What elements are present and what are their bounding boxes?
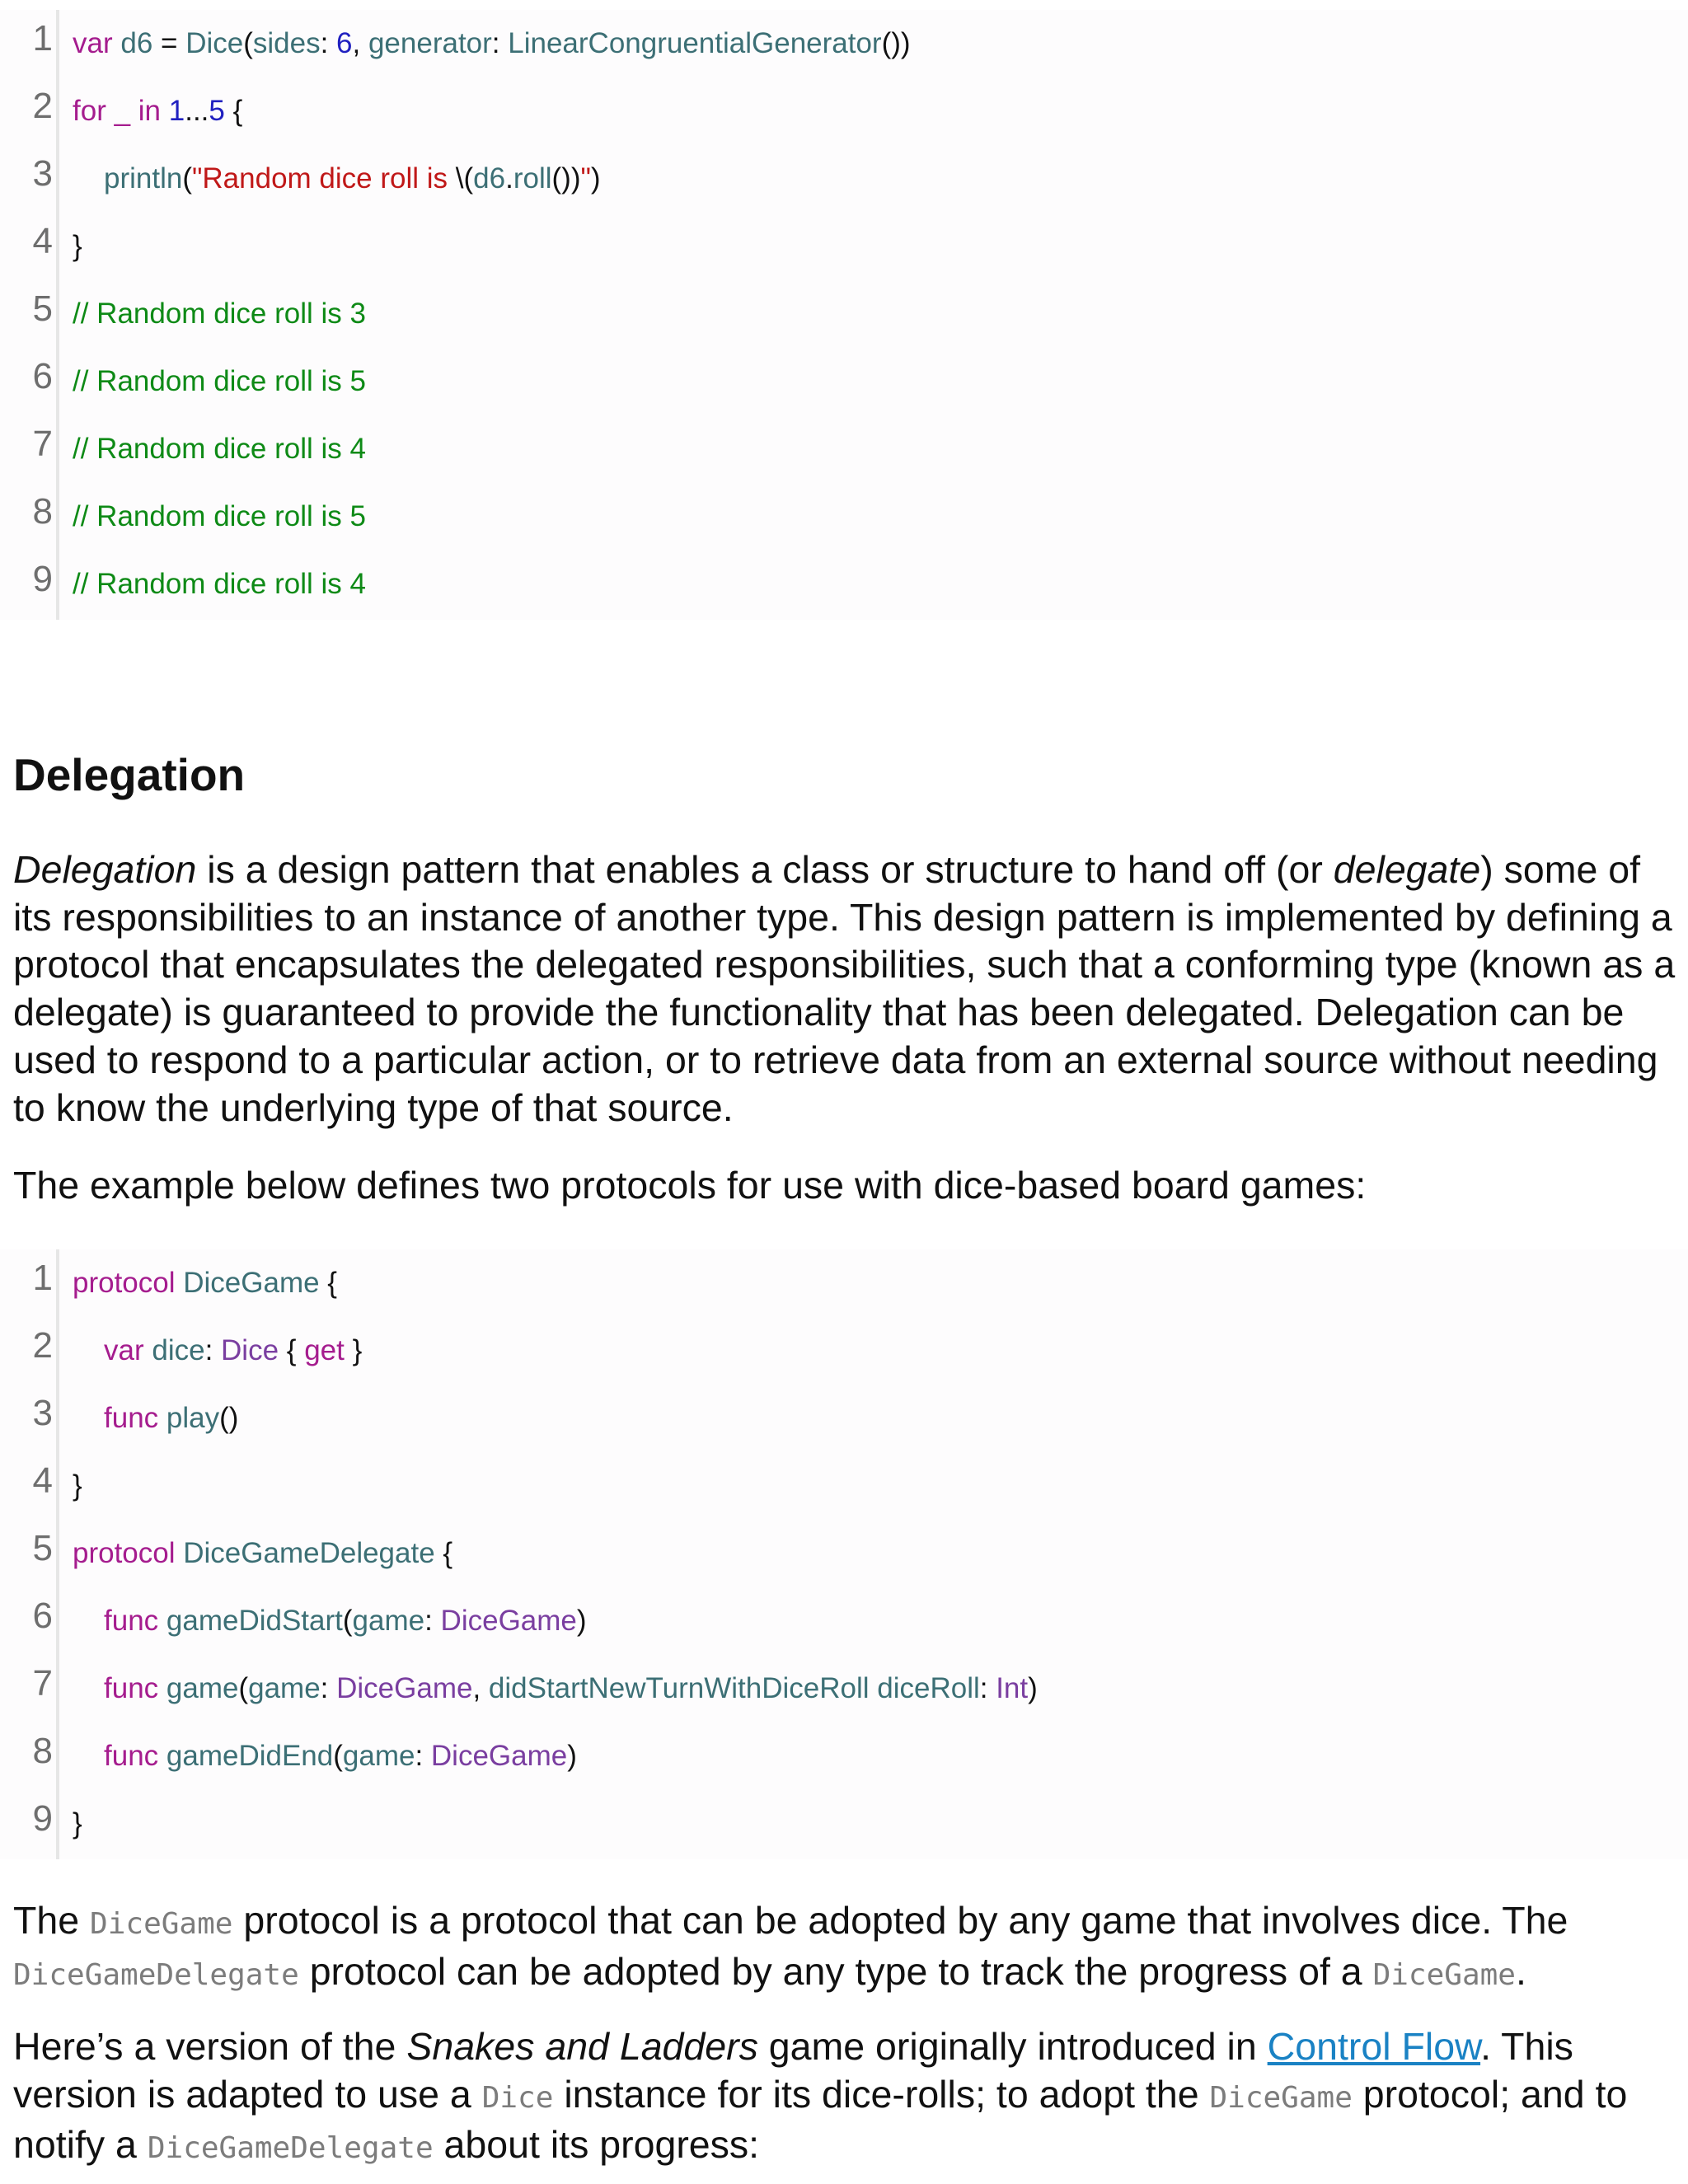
code-line <box>0 145 1688 213</box>
control-flow-link[interactable]: Control Flow <box>1267 2025 1481 2068</box>
code-text: } <box>73 1469 82 1502</box>
game-title: Snakes and Ladders <box>406 2025 758 2068</box>
code-line <box>0 1520 1688 1587</box>
code-line <box>0 1655 1688 1722</box>
inline-code: DiceGame <box>1209 2080 1353 2115</box>
code-text: println("Random dice roll is \(d6.roll())") <box>104 162 601 194</box>
code-text: // Random dice roll is 5 <box>73 365 366 397</box>
code-text: } <box>73 230 82 262</box>
section-heading: Delegation <box>13 749 246 800</box>
code-text: func gameDidStart(game: DiceGame) <box>104 1605 587 1637</box>
delegation-paragraph: Delegation is a design pattern that enables a class or structure to hand off (or delegate) some of its responsibilities to an instance of another type. This design pattern is implemented by defining a protocol that encapsulates the delegated responsibilities, such that a conforming type (known as a delegate) is guaranteed to provide the functionality that has been delegated. Delegation can be used to respond to a particular action, or to retrieve data from an external source without needing to know the underlying type of that source. <box>13 848 1676 1129</box>
code-line <box>0 213 1688 280</box>
line-number: 3 <box>32 153 53 194</box>
line-number: 5 <box>32 1528 53 1568</box>
code-text: // Random dice roll is 4 <box>73 433 366 465</box>
line-number: 5 <box>32 288 53 329</box>
code-line <box>0 1587 1688 1655</box>
code-line <box>0 415 1688 483</box>
code-line <box>0 77 1688 145</box>
line-number: 2 <box>32 1325 53 1366</box>
code-line <box>0 280 1688 348</box>
code-line <box>0 348 1688 415</box>
code-text: } <box>73 1807 82 1840</box>
code-text: func game(game: DiceGame, didStartNewTurnWithDiceRoll diceRoll: Int) <box>104 1672 1038 1704</box>
term-delegate: delegate <box>1333 848 1481 891</box>
code-line <box>0 1385 1688 1452</box>
code-text: // Random dice roll is 4 <box>73 568 366 600</box>
code-text: for _ in 1...5 { <box>73 95 243 127</box>
code-text: func gameDidEnd(game: DiceGame) <box>104 1740 577 1772</box>
example-intro-paragraph: The example below defines two protocols for use with dice-based board games: <box>13 1164 1367 1207</box>
inline-code: DiceGameDelegate <box>13 1957 299 1992</box>
code-text: // Random dice roll is 5 <box>73 500 366 532</box>
line-number: 2 <box>32 86 53 126</box>
code-text: // Random dice roll is 3 <box>73 298 366 330</box>
code-line <box>0 1317 1688 1385</box>
inline-code: DiceGameDelegate <box>147 2131 434 2166</box>
inline-code: DiceGame <box>90 1907 233 1941</box>
code-line <box>0 1790 1688 1858</box>
line-number: 6 <box>32 356 53 396</box>
line-number: 8 <box>32 1731 53 1771</box>
line-number: 9 <box>32 559 53 599</box>
protocol-description-paragraph: The DiceGame protocol is a protocol that can be adopted by any game that involves dice. The DiceGameDelegate protocol can be adopted by any type to track the progress of a DiceGame. <box>13 1899 1568 1993</box>
code-text: protocol DiceGameDelegate { <box>73 1537 453 1569</box>
code-block-dice-usage <box>0 10 1688 620</box>
line-number: 1 <box>32 18 53 59</box>
line-number: 3 <box>32 1393 53 1433</box>
snakes-ladders-paragraph: Here’s a version of the Snakes and Ladders game originally introduced in Control Flow. This version is adapted to use a Dice instance for its dice-rolls; to adopt the DiceGame protocol; and to notify a DiceGameDelegate about its progress: <box>13 2025 1628 2167</box>
line-number: 8 <box>32 491 53 532</box>
code-text: var dice: Dice { get } <box>104 1334 363 1366</box>
line-number: 7 <box>32 424 53 464</box>
code-line <box>0 1452 1688 1520</box>
code-text: func play() <box>104 1402 239 1434</box>
line-number: 9 <box>32 1798 53 1839</box>
code-line <box>0 1722 1688 1790</box>
code-block-protocols <box>0 1249 1688 1859</box>
code-line <box>0 551 1688 618</box>
inline-code: Dice <box>481 2080 554 2115</box>
line-number: 1 <box>32 1258 53 1298</box>
code-line <box>0 10 1688 77</box>
line-number: 4 <box>32 221 53 261</box>
code-text: var d6 = Dice(sides: 6, generator: LinearCongruentialGenerator()) <box>73 27 911 59</box>
term-delegation: Delegation <box>13 848 197 891</box>
line-number: 6 <box>32 1596 53 1636</box>
code-text: protocol DiceGame { <box>73 1267 337 1299</box>
code-line <box>0 483 1688 551</box>
line-number: 4 <box>32 1460 53 1501</box>
code-line <box>0 1249 1688 1317</box>
line-number: 7 <box>32 1663 53 1704</box>
inline-code: DiceGame <box>1372 1957 1516 1992</box>
